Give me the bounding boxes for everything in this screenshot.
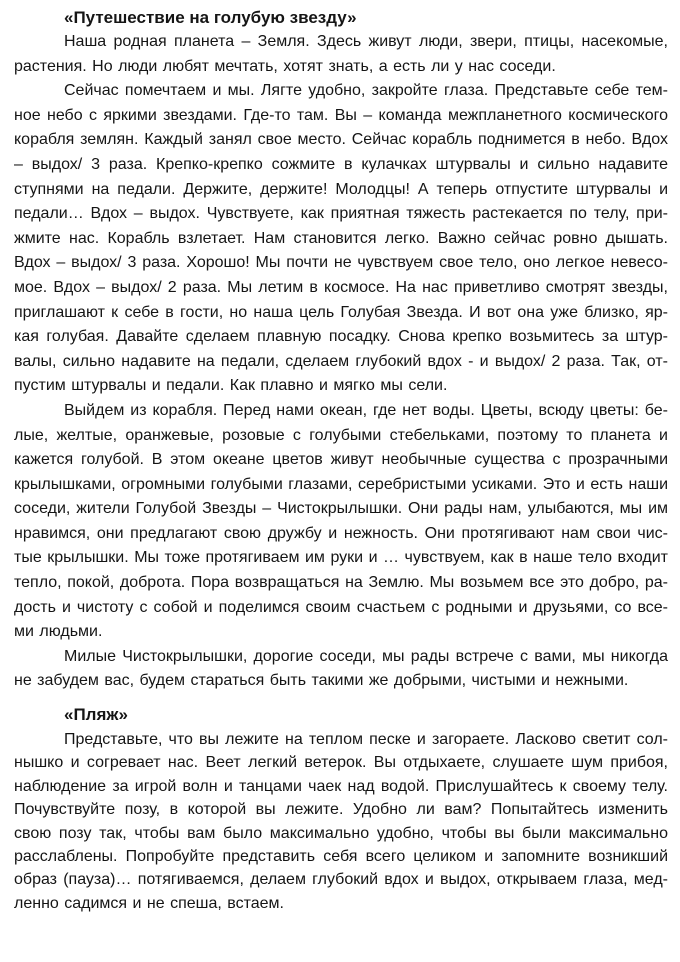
paragraph-beach-1: Представьте, что вы лежите на теплом песке и загораете. Ласково светит солнышко и согревает нас. Веет легкий ветерок. Вы отдыхаете, слушаете шум прибоя, наблюдение за игрой волн и танцами чаек над водой. Прислушайтесь к своему телу. Почувствуйте позу, в которой вы лежите. Удобно ли вам? Попытайтесь изменить свою позу так, чтобы вам было максимально удобно, чтобы вы были максимально расслаблены. Попробуйте представить себя всего целиком и запомните возникший образ (пауза)… потягиваемся, делаем глубокий вдох и выдох, открываем глаза, медленно садимся и не спеша, встаем.	[14, 731, 668, 912]
section-beach	[14, 702, 668, 915]
paragraph-journey-3: Выйдем из корабля. Перед нами океан, где нет воды. Цветы, всюду цветы: белые, желтые, оранжевые, розовые с голубыми стебельками, поэтому то планета и кажется голубой. В этом океане цветов живут необычные существа с прозрачными крылышками, огромными голубыми глазами, серебристыми усиками. Это и есть наши соседи, жители Голубой Звезды – Чистокрылышки. Они рады нам, улыбаются, мы им нравимся, они предлагают свою дружбу и нежность. Они протягивают нам свои чистые крылышки. Мы тоже протягиваем им руки и … чувствуем, как в наше тело входит тепло, покой, доброта. Пора возвращаться на Землю. Мы возьмем все это добро, радость и чистоту с собой и поделимся своим счастьем с родными и друзьями, со всеми людьми.	[14, 401, 668, 641]
paragraph-journey-1: Наша родная планета – Земля. Здесь живут люди, звери, птицы, насекомые, растения. Но люди любят мечтать, хотят знать, а есть ли у нас соседи.	[14, 33, 668, 75]
paragraph-journey-4: Милые Чистокрылышки, дорогие соседи, мы рады встрече с вами, мы никогда не забудем вас, будем стараться быть такими же добрыми, чистыми и нежными.	[14, 647, 668, 690]
section-title-beach: «Пляж»	[64, 705, 128, 725]
paragraph-journey-2: Сейчас помечтаем и мы. Лягте удобно, закройте глаза. Представьте себе темное небо с яркими звездами. Где-то там. Вы – команда межпланетного космического корабля землян. Каждый занял свое место. Сейчас корабль поднимется в небо. Вдох – выдох/ 3 раза. Крепко-крепко сожмите в кулачках штурвалы и сильно надавите ступнями на педали. Держите, держите! Молодцы! А теперь отпустите штурвалы и педали… Вдох – выдох. Чувствуете, как приятная тяжесть растекается по телу, прижмите нас. Корабль взлетает. Нам становится легко. Важно сейчас ровно дышать. Вдох – выдох/ 3 раза. Хорошо! Мы почти не чувствуем свое тело, оно легкое невесомое. Вдох – выдох/ 2 раза. Мы летим в космосе. На нас приветливо смотрят звезды, приглашают к себе в гости, но наша цель Голубая Звезда. И вот она уже близко, яркая голубая. Давайте сделаем плавную посадку. Снова крепко возьмитесь за штурвалы, сильно надавите на педали, сделаем глубокий вдох - и выдох/ 2 раза. Так, отпустим штурвалы и педали. Как плавно и мягко мы сели.	[14, 82, 668, 395]
section-title-journey: «Путешествие на голубую звезду»	[64, 8, 357, 27]
section-journey	[14, 5, 668, 694]
